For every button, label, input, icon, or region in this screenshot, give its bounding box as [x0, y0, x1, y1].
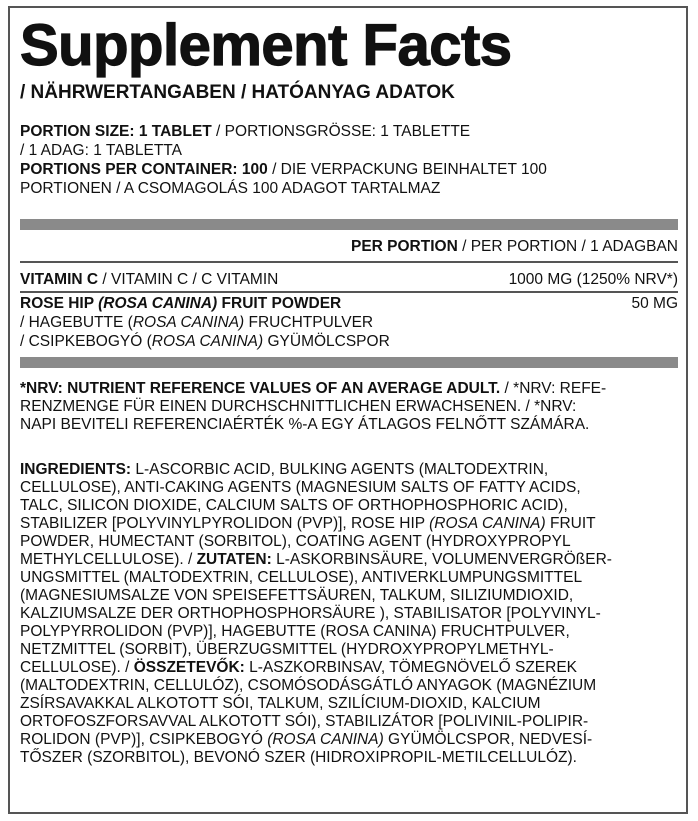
nutrient-name: [20, 294, 341, 313]
latin-name: (ROSA CANINA): [267, 731, 384, 748]
text-fragment: GYÜMÖLCSPOR: [263, 333, 390, 350]
servings-per-container-translation: / DIE VERPACKUNG BEINHALTET 100: [267, 161, 547, 178]
divider-thin-1: [20, 261, 678, 263]
serving-size-translation: / PORTIONSGRÖSSE: 1 TABLETTE: [211, 123, 471, 140]
serving-size-line-2: / 1 ADAG: 1 TABLETTA: [20, 142, 182, 159]
ingredients-line: ZSÍRSAVAKKAL ALKOTOTT SÓI, TALKUM, SZILÍCIUM-DIOXID, KALCIUM: [20, 695, 541, 712]
nutrient-amount: 50 MG: [631, 295, 678, 312]
ingredients-text: L-ASCORBIC ACID, BULKING AGENTS (MALTODEXTRIN,: [131, 461, 549, 478]
ingredients-line: CELLULOSE), ANTI-CAKING AGENTS (MAGNESIUM SALTS OF FATTY ACIDS,: [20, 479, 581, 496]
ingredients-block: [20, 461, 678, 767]
nrv-footnote: [20, 380, 678, 434]
text-fragment: / CSIPKEBOGYÓ (: [20, 333, 152, 350]
ingredients-line: [20, 551, 678, 569]
ingredients-text: METHYLCELLULOSE). /: [20, 551, 197, 568]
ingredients-text: ROLIDON (PVP)], CSIPKEBOGYÓ: [20, 731, 268, 748]
nutrient-name-bold-end: FRUIT POWDER: [217, 295, 342, 312]
nutrient-row-rose-hip: [20, 294, 678, 351]
title-block: [20, 10, 678, 104]
divider-thin-2: [20, 291, 678, 293]
ingredients-line: ORTOFOSZFORSAVVAL ALKOTOTT SÓI), STABILIZÁTOR [POLIVINIL-POLIPIR-: [20, 713, 589, 730]
nrv-translation: / *NRV: REFE-: [500, 380, 607, 397]
divider-thick-1: [20, 219, 678, 230]
servings-per-container-line-2: PORTIONEN / A CSOMAGOLÁS 100 ADAGOT TARTALMAZ: [20, 180, 441, 197]
nutrient-name-line-2: [20, 313, 678, 332]
ingredients-line: [20, 461, 678, 479]
panel-subtitle: / NÄHRWERTANGABEN / HATÓANYAG ADATOK: [20, 82, 455, 103]
panel-title: Supplement Facts: [20, 13, 512, 78]
ingredients-text: L-ASKORBINSÄURE, VOLUMENVERGRÖßER-: [271, 551, 612, 568]
ingredients-label: INGREDIENTS:: [20, 461, 132, 478]
divider-thick-2: [20, 357, 678, 368]
per-portion-label: PER PORTION: [350, 238, 458, 255]
ingredients-text: FRUIT: [545, 515, 596, 532]
ingredients-line: POWDER, HUMECTANT (SORBITOL), COATING AGENT (HYDROXYPROPYL: [20, 533, 571, 550]
latin-name: ROSA CANINA): [151, 333, 264, 350]
ingredients-text: L-ASZKORBINSAV, TÖMEGNÖVELŐ SZEREK: [244, 659, 578, 676]
ingredients-line: POLYPYRROLIDON (PVP)], HAGEBUTTE (ROSA CANINA) FRUCHTPULVER,: [20, 623, 570, 640]
ingredients-line: [20, 731, 678, 749]
ingredients-text: CELLULOSE). /: [20, 659, 134, 676]
ingredients-line: [20, 515, 678, 533]
nutrient-amount: 1000 MG (1250% NRV*): [508, 271, 678, 288]
ingredients-line: [20, 659, 678, 677]
nrv-definition: *NRV: NUTRIENT REFERENCE VALUES OF AN AVERAGE ADULT.: [20, 380, 501, 397]
servings-per-container-line: [20, 160, 678, 179]
ingredients-line: (MALTODEXTRIN, CELLULÓZ), CSOMÓSODÁSGÁTLÓ ANYAGOK (MAGNÉZIUM: [20, 677, 597, 694]
latin-name: ROSA CANINA): [132, 314, 245, 331]
nrv-line-2: RENZMENGE FÜR EINEN DURCHSCHNITTLICHEN ERWACHSENEN. / *NRV:: [20, 398, 577, 415]
ingredients-line: TŐSZER (SZORBITOL), BEVONÓ SZER (HIDROXIPROPIL-METILCELLULÓZ).: [20, 749, 577, 766]
ingredients-line: (MAGNESIUMSALZE VON SPEISEFETTSÄUREN, TALKUM, SILIZIUMDIOXID,: [20, 587, 574, 604]
ingredients-text: GYÜMÖLCSPOR, NEDVESÍ-: [383, 731, 593, 748]
nutrient-row-vitamin-c: [20, 270, 678, 289]
nutrient-name-bold: VITAMIN C: [20, 271, 99, 288]
serving-size-line: [20, 122, 678, 141]
zutaten-label: ZUTATEN:: [196, 551, 272, 568]
nutrient-name-latin: (ROSA CANINA): [98, 295, 218, 312]
osszetevok-label: ÖSSZETEVŐK:: [133, 659, 245, 676]
nrv-line-1: [20, 380, 678, 398]
nrv-line-3: NAPI BEVITELI REFERENCIAÉRTÉK %-A EGY ÁTLAGOS FELNŐTT SZÁMÁRA.: [20, 416, 590, 433]
supplement-facts-panel: [8, 6, 688, 814]
ingredients-line: UNGSMITTEL (MALTODEXTRIN, CELLULOSE), ANTIVERKLUMPUNGSMITTEL: [20, 569, 583, 586]
nutrient-name-bold: ROSE HIP: [20, 295, 99, 312]
text-fragment: / HAGEBUTTE (: [20, 314, 133, 331]
serving-info: [20, 122, 678, 198]
nutrient-name-translation: / VITAMIN C / C VITAMIN: [98, 271, 279, 288]
text-fragment: FRUCHTPULVER: [244, 314, 374, 331]
serving-size-label: PORTION SIZE: 1 TABLET: [20, 123, 212, 140]
nutrient-name: [20, 270, 278, 289]
ingredients-line: TALC, SILICON DIOXIDE, CALCIUM SALTS OF ORTHOPHOSPHORIC ACID),: [20, 497, 568, 514]
ingredients-text: STABILIZER [POLYVINYLPYROLIDON (PVP)], ROSE HIP: [20, 515, 430, 532]
ingredients-line: NETZMITTEL (SORBIT), ÜBERZUGSMITTEL (HYDROXYPROPYLMETHYL-: [20, 641, 554, 658]
nutrient-name-line-3: [20, 332, 678, 351]
per-portion-translation: / PER PORTION / 1 ADAGBAN: [457, 238, 678, 255]
servings-per-container-label: PORTIONS PER CONTAINER: 100: [20, 161, 268, 178]
per-portion-header: [20, 237, 678, 256]
ingredients-line: KALZIUMSALZE DER ORTHOPHOSPHORSÄURE ), STABILISATOR [POLYVINYL-: [20, 605, 601, 622]
latin-name: (ROSA CANINA): [429, 515, 546, 532]
